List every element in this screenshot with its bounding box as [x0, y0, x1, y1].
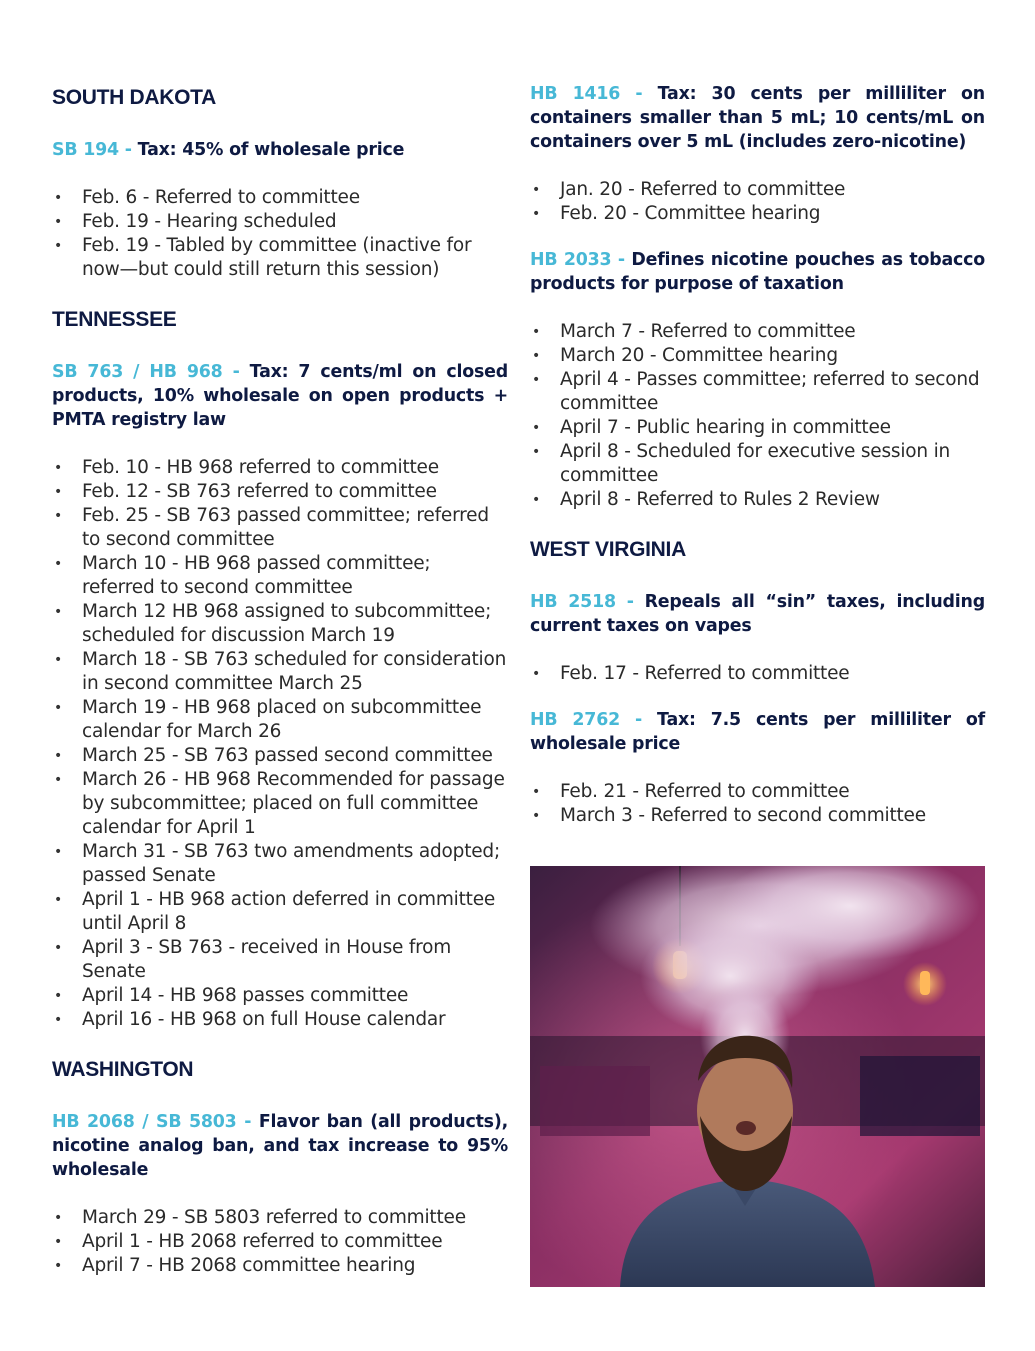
event-item: • March 25 - SB 763 passed second committee — [52, 744, 508, 768]
bill-description: Tax: 30 cents per milliliter on containers smaller than 5 mL; 10 cents/mL on containers over 5 mL (includes zero-nicotine) — [530, 84, 985, 152]
event-item: • April 1 - HB 2068 referred to committee — [52, 1230, 508, 1254]
event-item: • March 20 - Committee hearing — [530, 344, 985, 368]
bill-description: Flavor ban (all products), nicotine analog ban, and tax increase to 95% wholesale — [52, 1112, 508, 1180]
event-item: • April 3 - SB 763 - received in House from Senate — [52, 936, 508, 984]
event-item: • Feb. 12 - SB 763 referred to committee — [52, 480, 508, 504]
bill-description: Tax: 7 cents/ml on closed products, 10% wholesale on open products + PMTA registry law — [52, 362, 508, 430]
event-list-sb194 — [52, 186, 508, 282]
bill-title-sb194 — [52, 138, 508, 162]
photo-illustration — [530, 866, 985, 1287]
event-list-hb2033 — [530, 320, 985, 512]
bill-title-hb2518 — [530, 590, 985, 638]
bill-title-sb763-hb968 — [52, 360, 508, 432]
event-item: • April 8 - Scheduled for executive session in committee — [530, 440, 985, 488]
event-list-sb763-hb968 — [52, 456, 508, 1032]
event-item: • Feb. 19 - Hearing scheduled — [52, 210, 508, 234]
event-item: • Jan. 20 - Referred to committee — [530, 178, 985, 202]
event-item: • March 18 - SB 763 scheduled for consideration in second committee March 25 — [52, 648, 508, 696]
event-item: • Feb. 10 - HB 968 referred to committee — [52, 456, 508, 480]
state-heading-washington: WASHINGTON — [52, 1058, 194, 1081]
event-item: • April 4 - Passes committee; referred to second committee — [530, 368, 985, 416]
event-item: • March 10 - HB 968 passed committee; referred to second committee — [52, 552, 508, 600]
event-item: • March 3 - Referred to second committee — [530, 804, 985, 828]
bill-description: Tax: 45% of wholesale price — [131, 140, 405, 160]
event-item: • March 31 - SB 763 two amendments adopted; passed Senate — [52, 840, 508, 888]
state-heading-south-dakota: SOUTH DAKOTA — [52, 86, 217, 109]
event-item: • April 8 - Referred to Rules 2 Review — [530, 488, 985, 512]
event-item: • April 1 - HB 968 action deferred in committee until April 8 — [52, 888, 508, 936]
event-item: • Feb. 19 - Tabled by committee (inactive for now—but could still return this session) — [52, 234, 508, 282]
state-heading-tennessee: TENNESSEE — [52, 308, 177, 331]
event-item: • Feb. 21 - Referred to committee — [530, 780, 985, 804]
event-item: • April 16 - HB 968 on full House calendar — [52, 1008, 508, 1032]
state-heading-west-virginia: WEST VIRGINIA — [530, 538, 686, 561]
event-item: • Feb. 25 - SB 763 passed committee; referred to second committee — [52, 504, 508, 552]
event-item: • Feb. 6 - Referred to committee — [52, 186, 508, 210]
bill-number: HB 2762 - — [530, 710, 643, 730]
event-item: • April 14 - HB 968 passes committee — [52, 984, 508, 1008]
bill-title-hb2068-sb5803 — [52, 1110, 508, 1182]
window — [860, 1056, 980, 1136]
event-item: • April 7 - Public hearing in committee — [530, 416, 985, 440]
event-list-hb2068-sb5803 — [52, 1206, 508, 1278]
event-list-hb2762 — [530, 780, 985, 828]
right-column — [530, 82, 985, 828]
vaping-man-photo — [530, 866, 985, 1287]
bill-number: SB 194 - — [52, 140, 132, 160]
bill-number: HB 2068 / SB 5803 - — [52, 1112, 252, 1132]
bill-title-hb2762 — [530, 708, 985, 756]
bill-title-hb2033 — [530, 248, 985, 296]
event-item: • March 7 - Referred to committee — [530, 320, 985, 344]
bill-description: Repeals all “sin” taxes, including current taxes on vapes — [530, 592, 985, 636]
event-item: • March 12 HB 968 assigned to subcommittee; scheduled for discussion March 19 — [52, 600, 508, 648]
event-item: • March 29 - SB 5803 referred to committee — [52, 1206, 508, 1230]
bill-description: Tax: 7.5 cents per milliliter of wholesale price — [530, 710, 985, 754]
event-list-hb2518 — [530, 662, 985, 686]
bill-number: HB 1416 - — [530, 84, 643, 104]
event-item: • Feb. 17 - Referred to committee — [530, 662, 985, 686]
bill-number: HB 2518 - — [530, 592, 634, 612]
left-column — [52, 82, 508, 1278]
event-item: • March 19 - HB 968 placed on subcommittee calendar for March 26 — [52, 696, 508, 744]
bill-number: HB 2033 - — [530, 250, 625, 270]
bill-title-hb1416 — [530, 82, 985, 154]
event-item: • Feb. 20 - Committee hearing — [530, 202, 985, 226]
bill-description: Defines nicotine pouches as tobacco products for purpose of taxation — [530, 250, 985, 294]
event-list-hb1416 — [530, 178, 985, 226]
event-item: • April 7 - HB 2068 committee hearing — [52, 1254, 508, 1278]
bill-number: SB 763 / HB 968 - — [52, 362, 240, 382]
event-item: • March 26 - HB 968 Recommended for passage by subcommittee; placed on full committee calendar for April 1 — [52, 768, 508, 840]
